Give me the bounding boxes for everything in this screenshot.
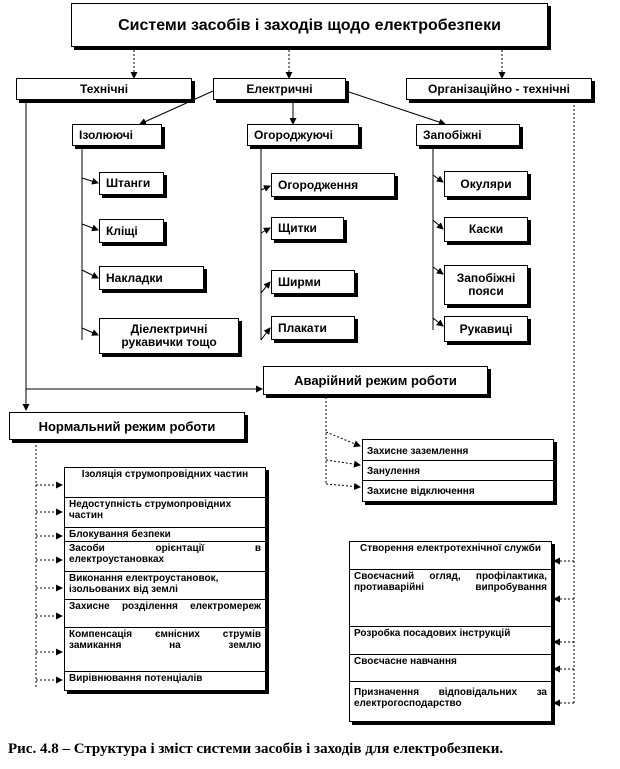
organizational-measure-item: Створення електротехнічної служби xyxy=(350,542,551,570)
normal-measure-item: Засоби орієнтації в електроустановках xyxy=(65,542,265,572)
emergency-measure-item: Занулення xyxy=(363,461,553,481)
insulating-item: Накладки xyxy=(99,266,204,290)
fencing-item: Ширми xyxy=(271,270,355,294)
organizational-measure-item: Своєчасний огляд, профілактика, протиаварійні випробування xyxy=(350,570,551,627)
category-technical: Технічні xyxy=(16,78,192,100)
organizational-measures-list xyxy=(349,541,552,722)
protective-item: Запобіжні пояси xyxy=(444,265,528,305)
normal-measure-item: Компенсація ємнісних струмів замикання на землю xyxy=(65,628,265,672)
normal-measure-item: Блокування безпеки xyxy=(65,528,265,542)
normal-measure-item: Захисне розділення електромереж xyxy=(65,600,265,628)
group-fencing: Огороджуючі xyxy=(247,124,359,146)
normal-measure-item: Ізоляція струмопровідних частин xyxy=(65,468,265,498)
normal-measure-item: Виконання електроустановок, ізольованих від землі xyxy=(65,572,265,600)
insulating-item: Штанги xyxy=(99,172,164,195)
group-protective: Запобіжні xyxy=(416,124,520,146)
fencing-item: Огородження xyxy=(271,173,395,197)
fencing-item: Щитки xyxy=(271,217,344,240)
category-organizational: Організаційно - технічні xyxy=(406,78,592,100)
emergency-mode-box: Аварійний режим роботи xyxy=(263,366,488,395)
protective-item: Рукавиці xyxy=(444,316,528,342)
diagram-title-box: Системи засобів і заходів щодо електробезпеки xyxy=(71,3,548,47)
category-electrical: Електричні xyxy=(213,78,346,100)
normal-measure-item: Вирівнювання потенціалів xyxy=(69,673,203,684)
group-insulating: Ізолюючі xyxy=(72,124,162,146)
protective-item: Каски xyxy=(444,217,528,242)
insulating-item: Кліщі xyxy=(99,219,164,243)
normal-measures-list xyxy=(64,467,266,691)
emergency-measure-item: Захисне заземлення xyxy=(363,440,553,461)
insulating-item: Діелектричні рукавички тощо xyxy=(99,318,239,354)
fencing-item: Плакати xyxy=(271,316,355,340)
emergency-measures-list xyxy=(362,439,554,502)
organizational-measure-item: Розробка посадових інструкцій xyxy=(350,627,551,655)
normal-measure-item: Недоступність струмопровідних частин xyxy=(65,498,265,528)
protective-item: Окуляри xyxy=(444,171,528,197)
organizational-measure-item: Своєчасне навчання xyxy=(350,655,551,682)
figure-caption: Рис. 4.8 – Структура і зміст системи засобів і заходів для електробезпеки. xyxy=(8,741,504,757)
normal-mode-box: Нормальний режим роботи xyxy=(9,412,245,440)
emergency-measure-item: Захисне відключення xyxy=(367,486,475,497)
organizational-measure-item: Призначення відповідальних за електрогосподарство xyxy=(354,687,547,709)
